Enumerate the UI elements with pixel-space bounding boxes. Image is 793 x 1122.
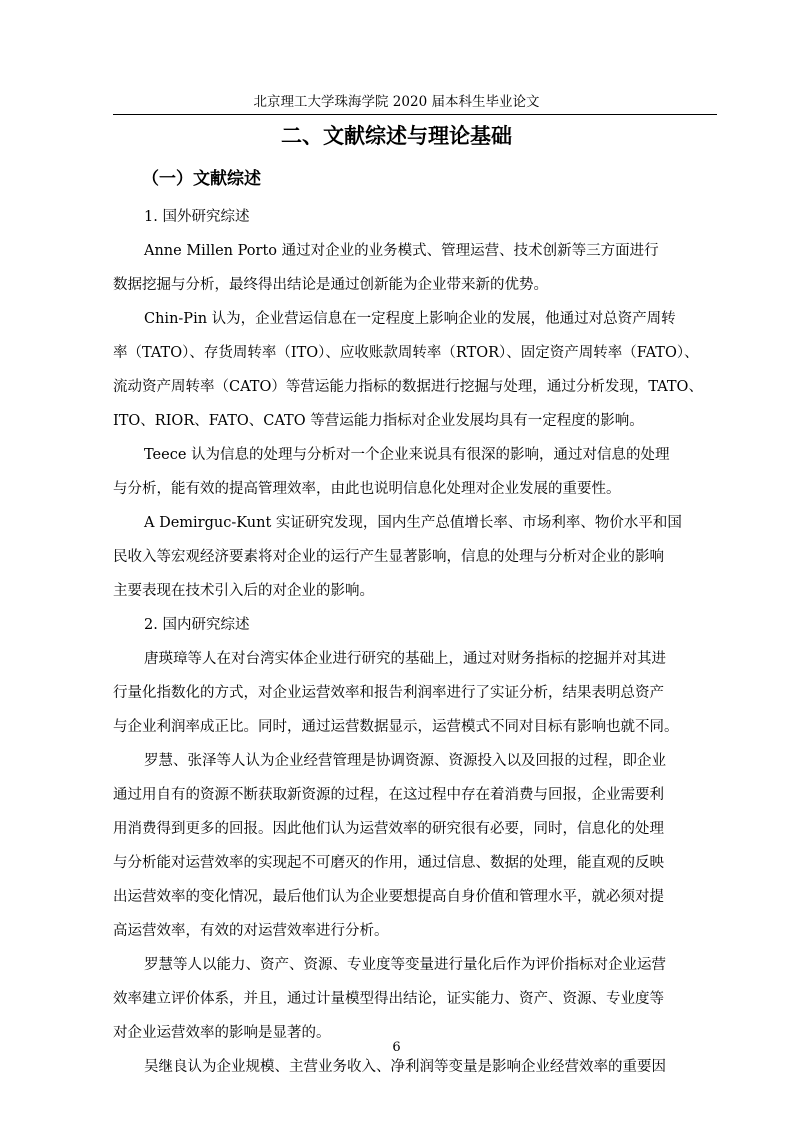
running-header: 北京理工大学珠海学院 2020 届本科生毕业论文 <box>253 94 540 110</box>
page-number: 6 <box>392 1040 401 1055</box>
paragraph-line: A Demirguc-Kunt 实证研究发现，国内生产总值增长率、市场利率、物价水平和国 <box>144 515 682 531</box>
paragraph-line: 与企业利润率成正比。同时，通过运营数据显示，运营模式不同对目标有影响也就不同。 <box>113 719 679 735</box>
paragraph-line: 主要表现在技术引入后的对企业的影响。 <box>113 583 374 599</box>
paragraph-line: 用消费得到更多的回报。因此他们认为运营效率的研究很有必要，同时，信息化的处理 <box>113 821 664 837</box>
paragraph-line: 通过用自有的资源不断获取新资源的过程，在这过程中存在着消费与回报，企业需要利 <box>113 787 664 803</box>
paragraph-tang <box>113 642 733 744</box>
paragraph-line: 民收入等宏观经济要素将对企业的运行产生显著影响，信息的处理与分析对企业的影响 <box>113 549 664 565</box>
paragraph-teece <box>113 438 733 506</box>
subsection-heading-foreign: 1. 国外研究综述 <box>144 209 250 225</box>
body-text <box>113 200 733 1084</box>
paragraph-luo-zhang <box>113 744 733 948</box>
paragraph-line: 高运营效率，有效的对运营效率进行分析。 <box>113 923 389 939</box>
paragraph-line: 唐瑛璋等人在对台湾实体企业进行研究的基础上，通过对财务指标的挖掘并对其进 <box>144 651 666 667</box>
chapter-title: 二、文献综述与理论基础 <box>281 124 512 148</box>
paragraph-line: 行量化指数化的方式，对企业运营效率和报告利润率进行了实证分析，结果表明总资产 <box>113 685 664 701</box>
paragraph-line: 与分析能对运营效率的实现起不可磨灭的作用，通过信息、数据的处理，能直观的反映 <box>113 855 664 871</box>
paragraph-line: 效率建立评价体系，并且，通过计量模型得出结论，证实能力、资产、资源、专业度等 <box>113 991 664 1007</box>
section-title: （一）文献综述 <box>142 169 261 189</box>
paragraph-demirguc-kunt <box>113 506 733 608</box>
paragraph-line: ITO、RIOR、FATO、CATO 等营运能力指标对企业发展均具有一定程度的影响。 <box>113 413 644 429</box>
paragraph-line: Anne Millen Porto 通过对企业的业务模式、管理运营、技术创新等三方面进行 <box>144 243 659 259</box>
subsection-heading-domestic: 2. 国内研究综述 <box>144 617 250 633</box>
paragraph-line: 出运营效率的变化情况，最后他们认为企业要想提高自身价值和管理水平，就必须对提 <box>113 889 664 905</box>
paragraph-porto <box>113 234 733 302</box>
paragraph-line: 流动资产周转率（CATO）等营运能力指标的数据进行挖掘与处理，通过分析发现，TATO、 <box>113 379 703 395</box>
paragraph-line: 与分析，能有效的提高管理效率，由此也说明信息化处理对企业发展的重要性。 <box>113 481 621 497</box>
paragraph-line: 数据挖掘与分析，最终得出结论是通过创新能为企业带来新的优势。 <box>113 277 548 293</box>
header-rule <box>113 114 717 115</box>
paragraph-line: 对企业运营效率的影响是显著的。 <box>113 1025 331 1041</box>
paragraph-line: 吴继良认为企业规模、主营业务收入、净利润等变量是影响企业经营效率的重要因 <box>144 1059 666 1075</box>
paragraph-luo <box>113 948 733 1050</box>
paragraph-line: Teece 认为信息的处理与分析对一个企业来说具有很深的影响，通过对信息的处理 <box>144 447 670 463</box>
paragraph-chin-pin <box>113 302 733 438</box>
paragraph-line: 率（TATO）、存货周转率（ITO）、应收账款周转率（RTOR）、固定资产周转率（FATO）、 <box>113 345 699 361</box>
paragraph-line: 罗慧等人以能力、资产、资源、专业度等变量进行量化后作为评价指标对企业运营 <box>144 957 666 973</box>
paragraph-line: Chin-Pin 认为，企业营运信息在一定程度上影响企业的发展，他通过对总资产周转 <box>144 311 676 327</box>
paragraph-line: 罗慧、张泽等人认为企业经营管理是协调资源、资源投入以及回报的过程，即企业 <box>144 753 666 769</box>
